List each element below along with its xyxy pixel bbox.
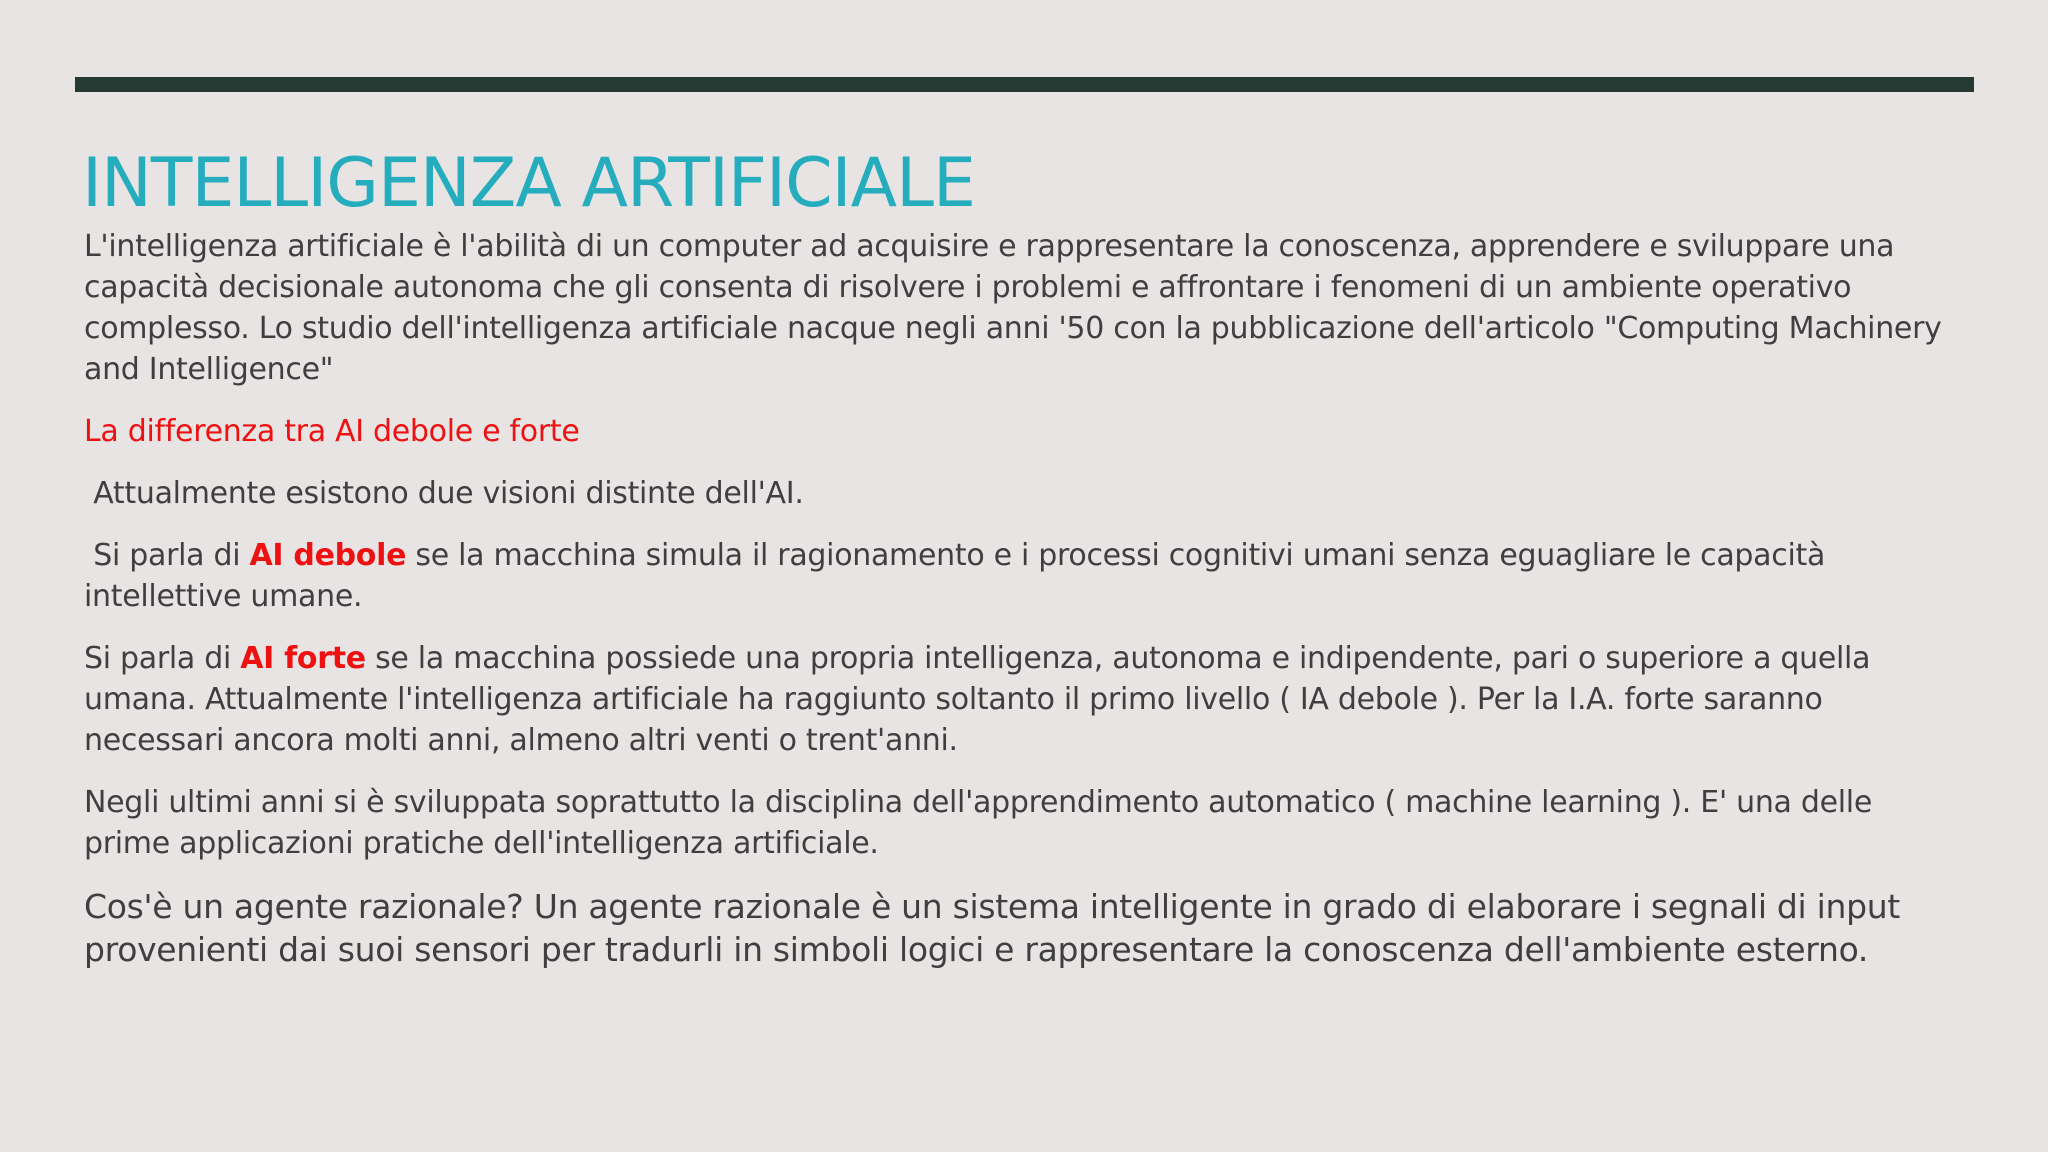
strong-ai-paragraph [84, 638, 1964, 761]
intro-paragraph: L'intelligenza artificiale è l'abilità di un computer ad acquisire e rappresentare la conoscenza, apprendere e sviluppare una capacità decisionale autonoma che gli consenta di risolvere i problemi e affrontare i fenomeni di un ambiente operativo complesso. Lo studio dell'intelligenza artificiale nacque negli anni '50 con la pubblicazione dell'articolo "Computing Machinery and Intelligence" [84, 229, 1942, 387]
top-accent-bar [75, 77, 1974, 92]
slide-title: INTELLIGENZA ARTIFICIALE [82, 144, 975, 223]
slide-body [84, 226, 1964, 992]
weak-ai-paragraph [84, 535, 1964, 617]
weak-ai-prefix: Si parla di [84, 538, 250, 573]
strong-ai-prefix: Si parla di [84, 641, 241, 676]
subheading: La differenza tra AI debole e forte [84, 414, 580, 449]
weak-ai-rest: se la macchina simula il ragionamento e i processi cognitivi umani senza eguagliare le capacità intellettive umane. [84, 538, 1826, 614]
weak-ai-term: AI debole [249, 538, 407, 573]
rational-agent-paragraph: Cos'è un agente razionale? Un agente razionale è un sistema intelligente in grado di elaborare i segnali di input provenienti dai suoi sensori per tradurli in simboli logici e rappresentare la conoscenza dell'ambiente esterno. [84, 887, 1901, 969]
strong-ai-term: AI forte [240, 641, 366, 676]
machine-learning-paragraph: Negli ultimi anni si è sviluppata soprattutto la disciplina dell'apprendimento automatico ( machine learning ). E' una delle prime applicazioni pratiche dell'intelligenza artificiale. [84, 785, 1872, 861]
strong-ai-rest: se la macchina possiede una propria intelligenza, autonoma e indipendente, pari o superiore a quella umana. Attualmente l'intelligenza artificiale ha raggiunto soltanto il primo livello ( IA debole ). Per la I.A. forte saranno necessari ancora molti anni, almeno altri venti o trent'anni. [84, 641, 1871, 758]
visions-paragraph: Attualmente esistono due visioni distinte dell'AI. [84, 476, 804, 511]
